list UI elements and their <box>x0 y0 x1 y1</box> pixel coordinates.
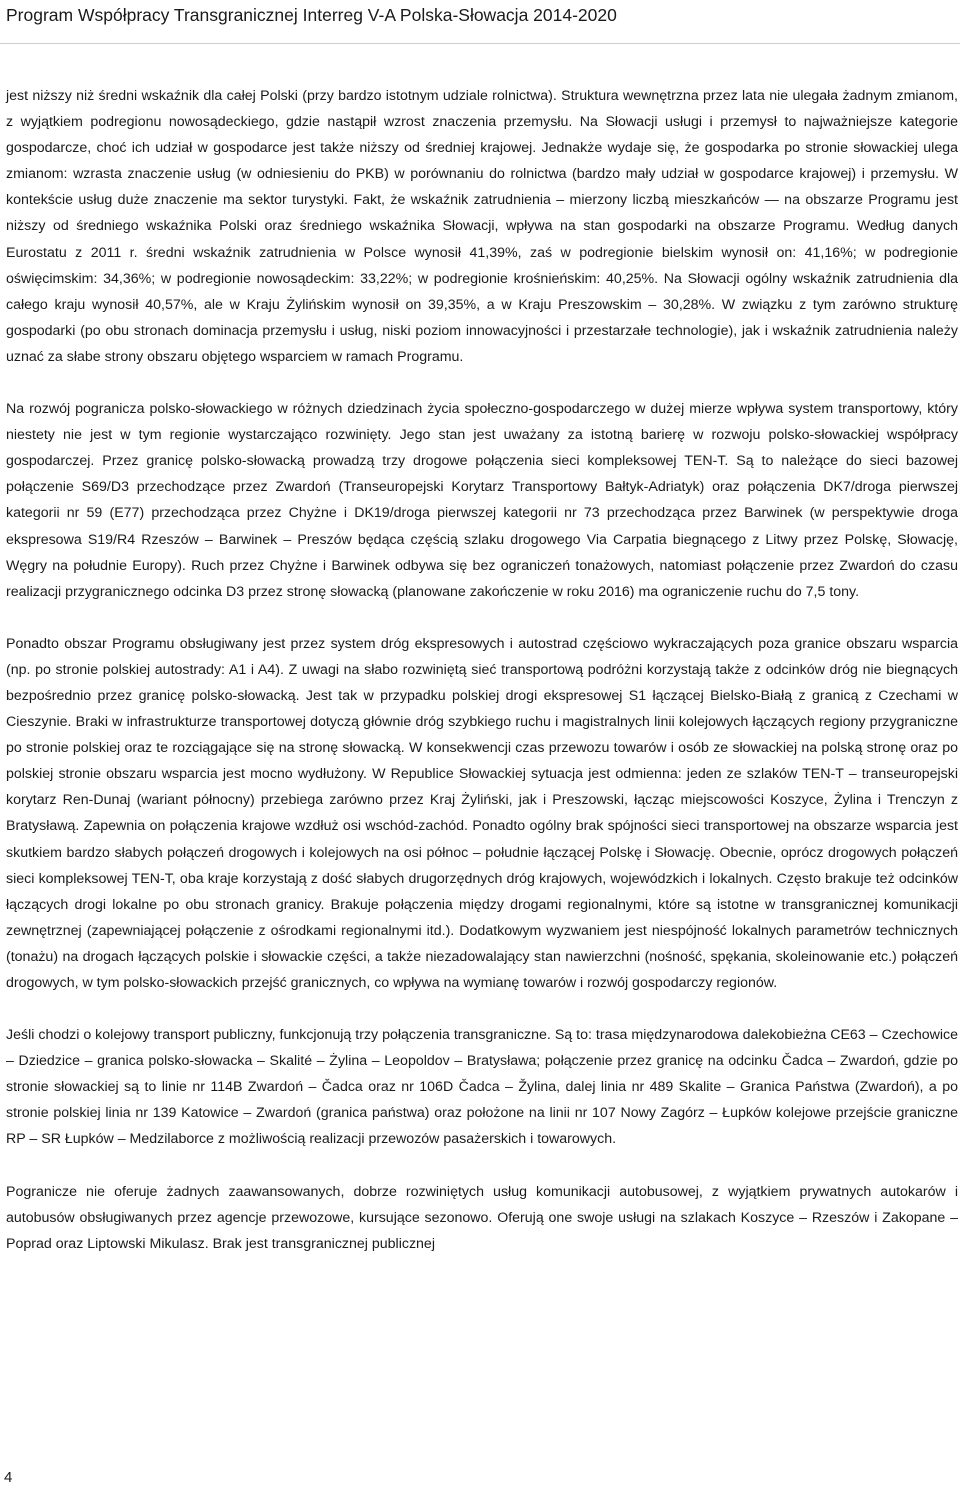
paragraph-transport-roads: Na rozwój pogranicza polsko-słowackiego w różnych dziedzinach życia społeczno-gospodarczego w dużej mierze wpływa system transportowy, który niestety nie jest w tym regionie wystarczająco rozwinięty. Jego stan jest uważany za istotną barierę w rozwoju polsko-słowackiej współpracy gospodarczej. Przez granicę polsko-słowacką prowadzą trzy drogowe połączenia sieci kompleksowej TEN-T. Są to należące do sieci bazowej połączenie S69/D3 przechodzące przez Zwardoń (Transeuropejski Korytarz Transportowy Bałtyk-Adriatyk) oraz połączenia DK7/droga pierwszej kategorii nr 59 (E77) przechodząca przez Chyżne i DK19/droga pierwszej kategorii nr 73 przechodząca przez Barwinek (w perspektywie droga ekspresowa S19/R4 Rzeszów – Barwinek – Preszów będąca częścią szlaku drogowego Via Carpatia biegnącego z Litwy przez Polskę, Słowację, Węgry na południe Europy). Ruch przez Chyżne i Barwinek odbywa się bez ograniczeń tonażowych, natomiast połączenie przez Zwardoń do czasu realizacji przygranicznego odcinka D3 przez stronę słowacką (planowane zakończenie w roku 2016) ma ograniczenie ruchu do 7,5 tony. <box>6 401 958 600</box>
paragraph-economy: jest niższy niż średni wskaźnik dla całej Polski (przy bardzo istotnym udziale rolnictwa). Struktura wewnętrzna przez lata nie ulegała żadnym zmianom, z wyjątkiem podregionu nowosądeckiego, gdzie nastąpił wzrost znaczenia przemysłu. Na Słowacji usługi i przemysł to najważniejsze kategorie gospodarcze, choć ich udział w gospodarce jest także niższy od średniej krajowej. Jednakże wydaje się, że gospodarka po stronie słowackiej ulega zmianom: wzrasta znaczenie usług (w odniesieniu do PKB) w porównaniu do rolnictwa (bardzo mały udział w gospodarce krajowej) i przemysłu. W kontekście usług duże znaczenie ma sektor turystyki. Fakt, że wskaźnik zatrudnienia – mierzony liczbą mieszkańców — na obszarze Programu jest niższy od średniego wskaźnika Polski oraz średniego wskaźnika Słowacji, wpływa na stan gospodarki na obszarze Programu. Według danych Eurostatu z 2011 r. średni wskaźnik zatrudnienia w Polsce wynosił 41,39%, zaś w podregionie bielskim wynosił on: 41,16%; w podregionie oświęcimskim: 34,36%; w podregionie nowosądeckim: 33,22%; w podregionie krośnieńskim: 40,25%. Na Słowacji ogólny wskaźnik zatrudnienia dla całego kraju wynosił 40,57%, ale w Kraju Żylińskim wynosił on 39,35%, a w Kraju Preszowskim – 30,28%. W związku z tym zarówno strukturę gospodarki (po obu stronach dominacja przemysłu i usług, niski poziom innowacyjności i przestarzałe technologie), jak i wskaźnik zatrudnienia należy uznać za słabe strony obszaru objętego wsparciem w ramach Programu. <box>6 88 958 365</box>
document-body <box>6 83 958 1257</box>
header-title: Program Współpracy Transgranicznej Interreg V-A Polska-Słowacja 2014-2020 <box>6 5 617 25</box>
page-header <box>0 0 960 44</box>
paragraph-expressways: Ponadto obszar Programu obsługiwany jest przez system dróg ekspresowych i autostrad częściowo wykraczających poza granice obszaru wsparcia (np. po stronie polskiej autostrady: A1 i A4). Z uwagi na słabo rozwiniętą sieć transportową podróżni korzystają także z odcinków dróg nie biegnących bezpośrednio przez granicę polsko-słowacką. Jest tak w przypadku polskiej drogi ekspresowej S1 łączącej Bielsko-Białą z granicą z Czechami w Cieszynie. Braki w infrastrukturze transportowej dotyczą głównie dróg szybkiego ruchu i magistralnych linii kolejowych łączących regiony przygraniczne po stronie polskiej oraz te rozciągające się na stronę słowacką. W konsekwencji czas przewozu towarów i osób ze słowackiej na polską stronę oraz po polskiej stronie obszaru wsparcia jest mocno wydłużony. W Republice Słowackiej sytuacja jest odmienna: jeden ze szlaków TEN-T – transeuropejski korytarz Ren-Dunaj (wariant północny) przebiega zarówno przez Kraj Żyliński, jak i Preszowski, łącząc miejscowości Koszyce, Żylina i Trenczyn z Bratysławą. Zapewnia on połączenia krajowe wzdłuż osi wschód-zachód. Ponadto ogólny brak spójności sieci transportowej na obszarze wsparcia jest skutkiem bardzo słabych połączeń drogowych i kolejowych na osi północ – południe łączącej Polskę i Słowację. Obecnie, oprócz drogowych połączeń sieci kompleksowej TEN-T, oba kraje korzystają z dość słabych drugorzędnych dróg krajowych, wojewódzkich i lokalnych. Często brakuje też odcinków łączących drogi lokalne po obu stronach granicy. Brakuje połączenia między drogami regionalnymi, które są istotne w transgranicznej komunikacji zewnętrznej (zapewniającej połączenie z ośrodkami regionalnymi itd.). Dodatkowym wyzwaniem jest niespójność lokalnych parametrów technicznych (tonażu) na drogach łączących polskie i słowackie części, a także niezadowalający stan nawierzchni (nośność, spękania, skoleinowanie etc.) połączeń drogowych, w tym polsko-słowackich przejść granicznych, co wpływa na wymianę towarów i rozwój gospodarczy regionów. <box>6 635 958 991</box>
page-number: 4 <box>4 1469 13 1486</box>
paragraph-rail: Jeśli chodzi o kolejowy transport publiczny, funkcjonują trzy połączenia transgraniczne. Są to: trasa międzynarodowa dalekobieżna CE63 – Czechowice – Dziedzice – granica polsko-słowacka – Skalité – Żylina – Leopoldov – Bratysława; połączenie przez granicę na odcinku Čadca – Zwardoń, gdzie po stronie słowackiej są to linie nr 114B Zwardoń – Čadca oraz nr 106D Čadca – Žylina, dalej linia nr 489 Skalite – Granica Państwa (Zwardoń), a po stronie polskiej linia nr 139 Katowice – Zwardoń (granica państwa) oraz położone na linii nr 107 Nowy Zagórz – Łupków kolejowe przejście graniczne RP – SR Łupków – Medzilaborce z możliwością realizacji przewozów pasażerskich i towarowych. <box>6 1027 958 1148</box>
paragraph-bus: Pogranicze nie oferuje żadnych zaawansowanych, dobrze rozwiniętych usług komunikacji autobusowej, z wyjątkiem prywatnych autokarów i autobusów obsługiwanych przez agencje przewozowe, kursujące sezonowo. Oferują one swoje usługi na szlakach Koszyce – Rzeszów i Zakopane – Poprad oraz Liptowski Mikulasz. Brak jest transgranicznej publicznej <box>6 1183 958 1252</box>
